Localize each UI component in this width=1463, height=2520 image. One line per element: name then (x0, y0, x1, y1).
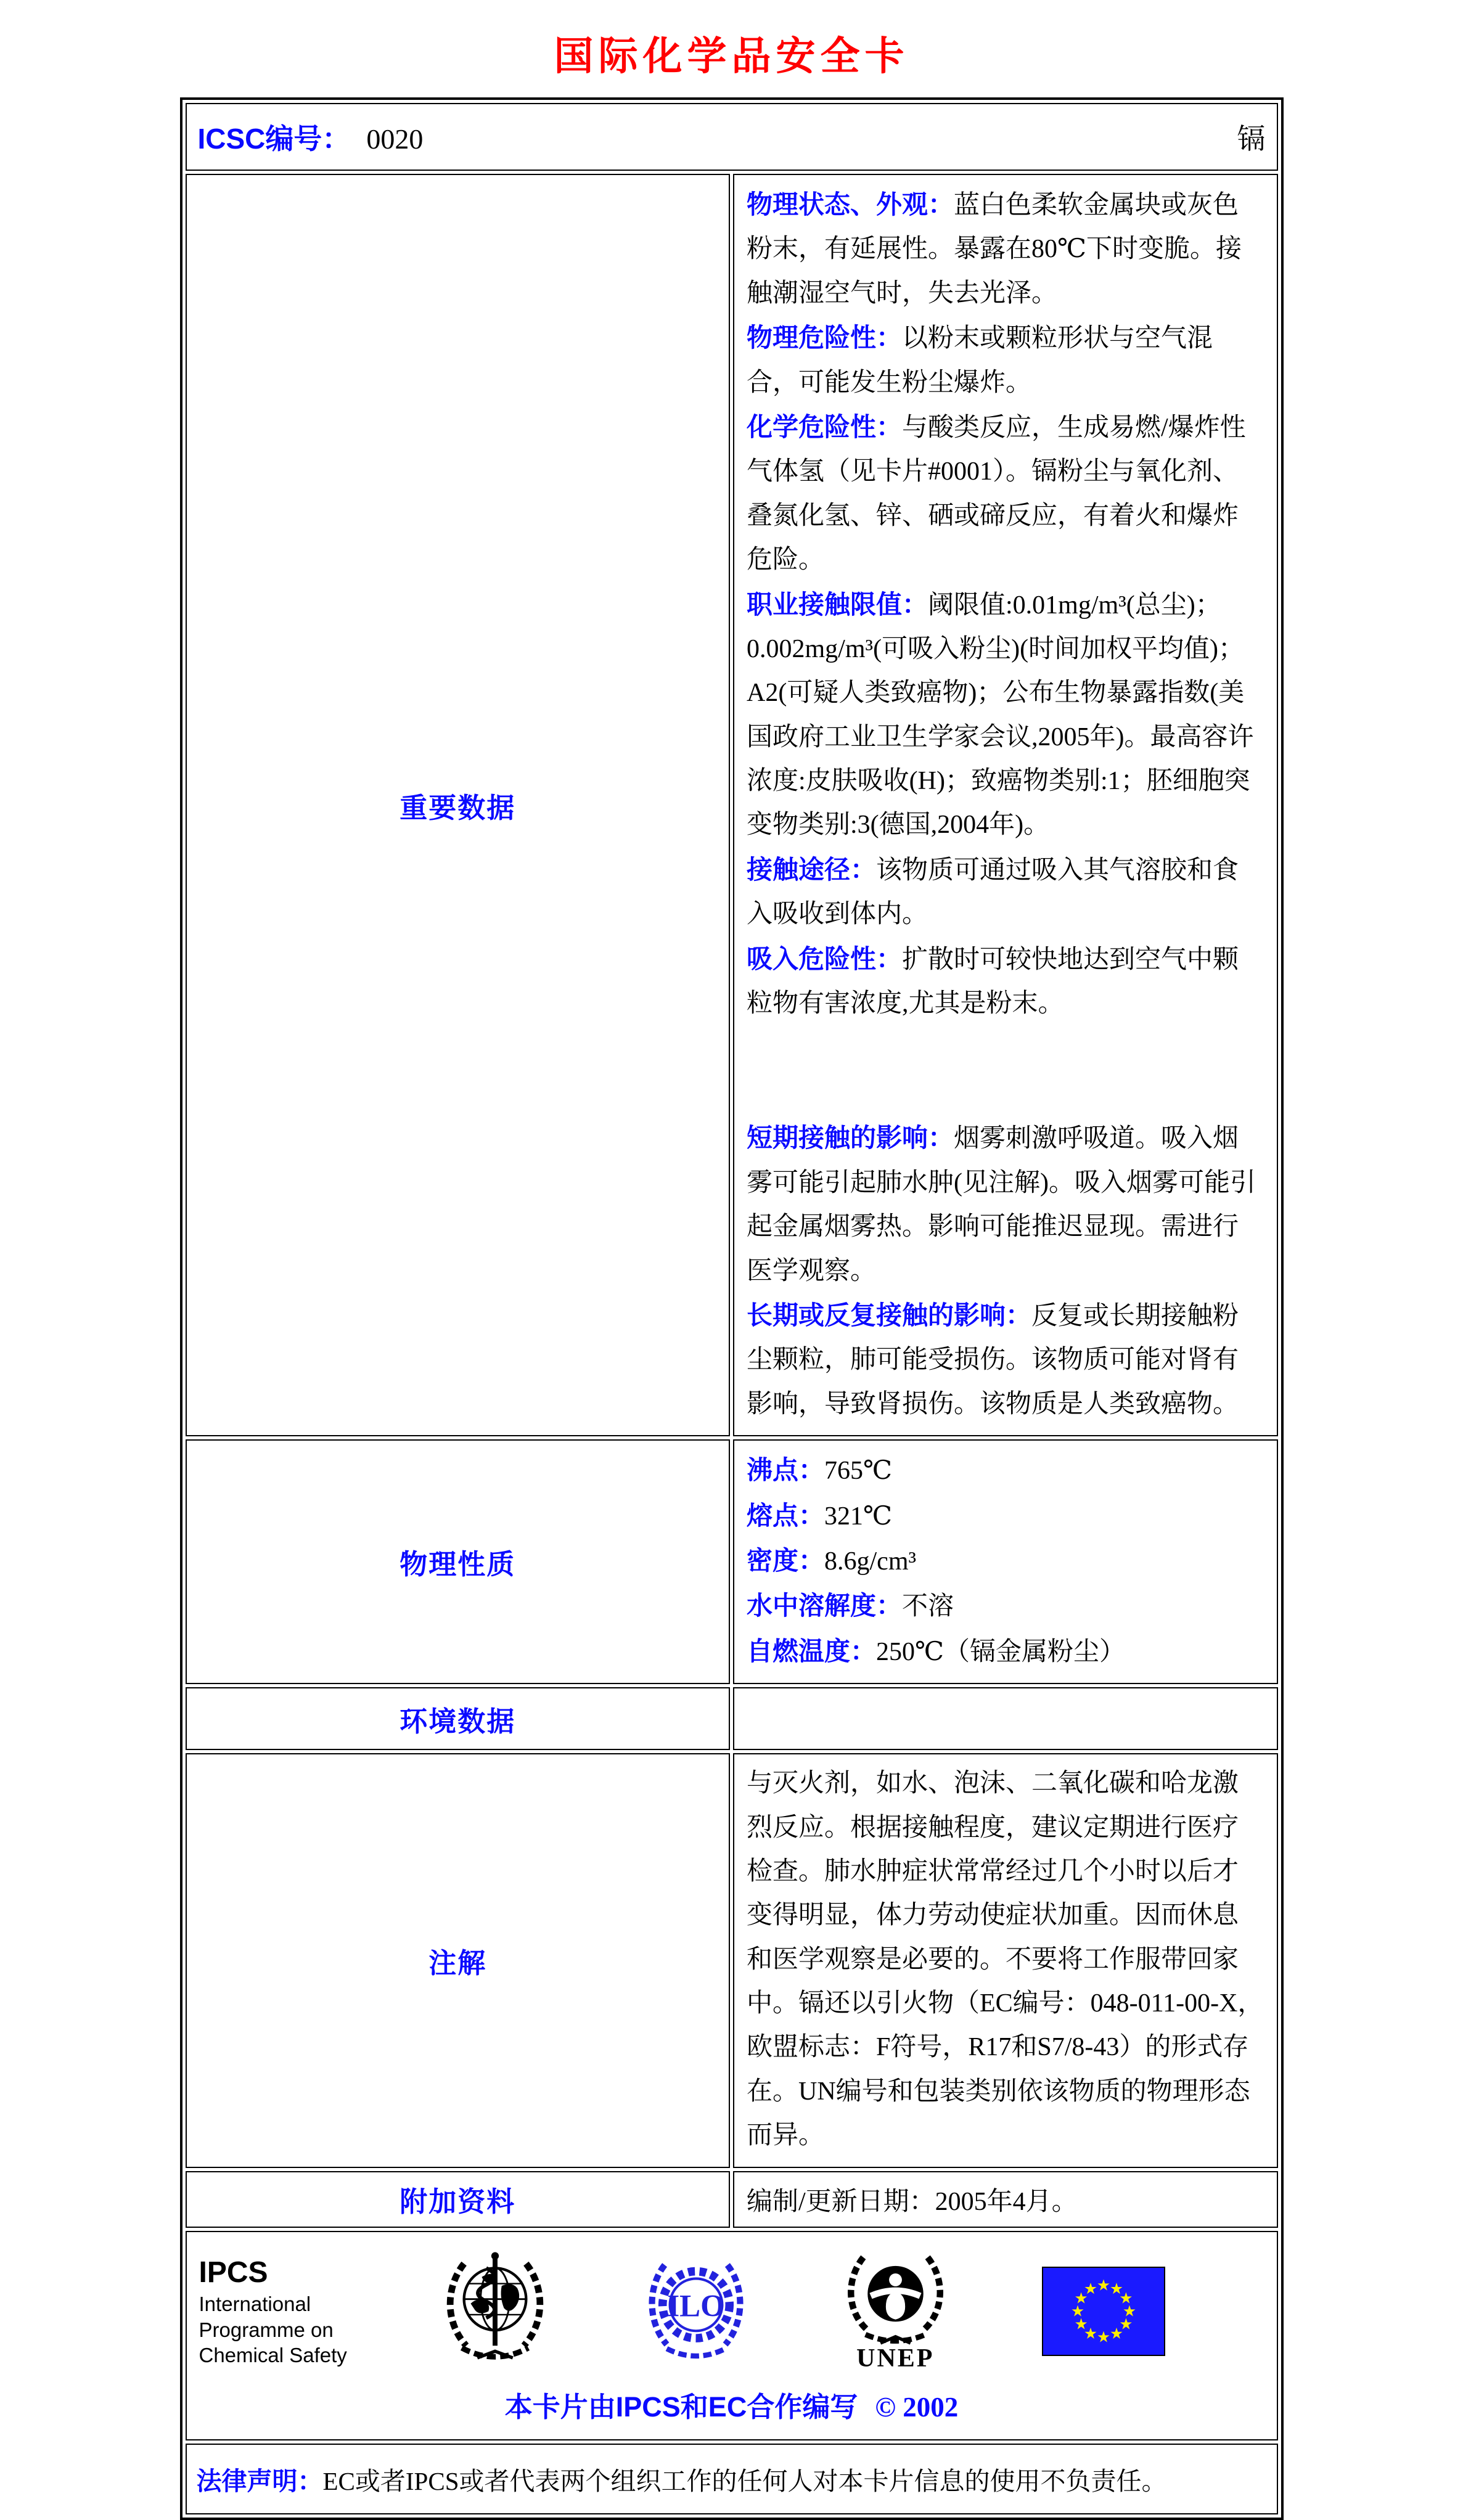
notes-content: 与灭火剂，如水、泡沫、二氧化碳和哈龙激烈反应。根据接触程度，建议定期进行医疗检查。肺水肿症状常常经过几个小时以后才变得明显，体力劳动使症状加重。因而休息和医学观察是必要的。不要将工作服带回家中。镉还以引火物（EC编号：048-011-00-X，欧盟标志：F符号，R17和S7/8-43）的形式存在。UN编号和包装类别依该物质的物理形态而异。 (733, 1753, 1278, 2168)
exposure-routes-item (747, 848, 1264, 937)
icsc-number-label: ICSC编号： (197, 123, 351, 155)
ipcs-line-2: Programme on (199, 2318, 334, 2341)
exposure-limit-item (747, 583, 1264, 848)
physical-hazard-label: 物理危险性： (747, 323, 903, 353)
unep-label: UNEP (856, 2344, 935, 2373)
row-label-environmental-data: 环境数据 (186, 1687, 731, 1750)
header-cell (186, 103, 1278, 171)
credit-line (187, 2375, 1277, 2436)
ipcs-line-1: International (199, 2293, 311, 2316)
important-data-row (186, 174, 1278, 1436)
copyright-text: © 2002 (875, 2391, 959, 2423)
legal-row (186, 2444, 1278, 2514)
inhalation-risk-item (747, 937, 1264, 1026)
credit-text: 本卡片由IPCS和EC合作编写 (504, 2391, 858, 2423)
ipcs-logo-text (199, 2254, 347, 2368)
chemical-hazard-label: 化学危险性： (747, 412, 903, 441)
page-title: 国际化学品安全卡 (554, 35, 909, 78)
chemical-name: 镉 (1237, 123, 1266, 155)
water-solubility-value: 不溶 (902, 1592, 954, 1621)
physical-state-text: 蓝白色柔软金属块或灰色粉末，有延展性。暴露在80℃下时变脆。接触潮湿空气时，失去光泽。 (747, 191, 1242, 308)
autoignition-label: 自燃温度： (747, 1636, 877, 1666)
exposure-limit-label: 职业接触限值： (747, 589, 928, 619)
boiling-point-label: 沸点： (747, 1455, 825, 1485)
boiling-point-item (747, 1448, 1264, 1493)
chemical-hazard-item (747, 405, 1264, 583)
exposure-routes-label: 接触途径： (747, 854, 877, 884)
important-data-content (733, 174, 1278, 1436)
short-term-effects-text: 烟雾刺激呼吸道。吸入烟雾可能引起肺水肿(见注解)。吸入烟雾可能引起金属烟雾热。影响可能推迟显现。需进行医学观察。 (747, 1124, 1256, 1285)
physical-hazard-text: 以粉末或颗粒形状与空气混合，可能发生粉尘爆炸。 (747, 324, 1213, 397)
water-solubility-item (747, 1584, 1264, 1629)
chemical-hazard-text: 与酸类反应，生成易燃/爆炸性气体氢（见卡片#0001）。镉粉尘与氧化剂、叠氮化氢、锌、硒或碲反应，有着火和爆炸危险。 (747, 413, 1246, 575)
physical-properties-row (186, 1439, 1278, 1684)
density-item (747, 1539, 1264, 1584)
inhalation-risk-text: 扩散时可较快地达到空气中颗粒物有害浓度,尤其是粉末。 (747, 945, 1239, 1018)
autoignition-item (747, 1629, 1264, 1674)
legal-text: EC或者IPCS或者代表两个组织工作的任何人对本卡片信息的使用不负责任。 (322, 2466, 1167, 2495)
eu-flag-icon (1042, 2267, 1165, 2356)
icsc-number-value: 0020 (366, 123, 424, 155)
melting-point-item (747, 1494, 1264, 1539)
environmental-data-row (186, 1687, 1278, 1750)
notes-row (186, 1753, 1278, 2168)
inhalation-risk-label: 吸入危险性： (747, 944, 903, 973)
physical-properties-content (733, 1439, 1278, 1684)
additional-info-row (186, 2171, 1278, 2228)
boiling-point-value: 765℃ (824, 1457, 892, 1486)
icsc-number (198, 117, 424, 157)
environmental-data-content (733, 1687, 1278, 1750)
row-label-important-data: 重要数据 (186, 174, 731, 1436)
exposure-routes-text: 该物质可通过吸入其气溶胶和食入吸收到体内。 (747, 856, 1239, 929)
physical-hazard-item (747, 316, 1264, 405)
physical-state-label: 物理状态、外观： (747, 190, 954, 219)
logos-row (186, 2231, 1278, 2440)
short-term-effects-item (747, 1116, 1264, 1293)
melting-point-label: 熔点： (747, 1500, 825, 1530)
ipcs-name: IPCS (199, 2256, 268, 2289)
unep-logo-icon (842, 2249, 949, 2373)
icsc-card (180, 97, 1284, 2520)
melting-point-value: 321℃ (824, 1502, 892, 1531)
legal-label: 法律声明： (196, 2466, 323, 2495)
long-term-effects-text: 反复或长期接触粉尘颗粒，肺可能受损伤。该物质可能对肾有影响，导致肾损伤。该物质是人类致癌物。 (747, 1301, 1239, 1418)
additional-info-content: 编制/更新日期：2005年4月。 (733, 2171, 1278, 2228)
row-label-notes: 注解 (186, 1753, 731, 2168)
ipcs-line-3: Chemical Safety (199, 2343, 347, 2367)
long-term-effects-item (747, 1293, 1264, 1426)
blank-space (747, 1026, 1264, 1116)
water-solubility-label: 水中溶解度： (747, 1591, 903, 1621)
who-logo-icon (440, 2248, 551, 2375)
density-value: 8.6g/cm³ (824, 1547, 917, 1576)
exposure-limit-text: 阈限值:0.01mg/m³(总尘)；0.002mg/m³(可吸入粉尘)(时间加权平均值)；A2(可疑人类致癌物)；公布生物暴露指数(美国政府工业卫生学家会议,2005年)。最高容许浓度:皮肤吸收(H)；致癌物类别:1；胚细胞突变物类别:3(德国,2004年)。 (747, 591, 1254, 840)
legal-cell (186, 2444, 1278, 2514)
logos-cell (186, 2231, 1278, 2440)
physical-state-item (747, 182, 1264, 316)
row-label-physical-properties: 物理性质 (186, 1439, 731, 1684)
long-term-effects-label: 长期或反复接触的影响： (747, 1300, 1032, 1330)
header-row (186, 103, 1278, 171)
density-label: 密度： (747, 1545, 825, 1575)
autoignition-value: 250℃（镉金属粉尘） (876, 1637, 1125, 1666)
short-term-effects-label: 短期接触的影响： (747, 1123, 954, 1153)
ilo-logo-icon (644, 2252, 748, 2370)
row-label-additional-info: 附加资料 (186, 2171, 731, 2228)
ilo-letters: ILO (667, 2289, 725, 2324)
